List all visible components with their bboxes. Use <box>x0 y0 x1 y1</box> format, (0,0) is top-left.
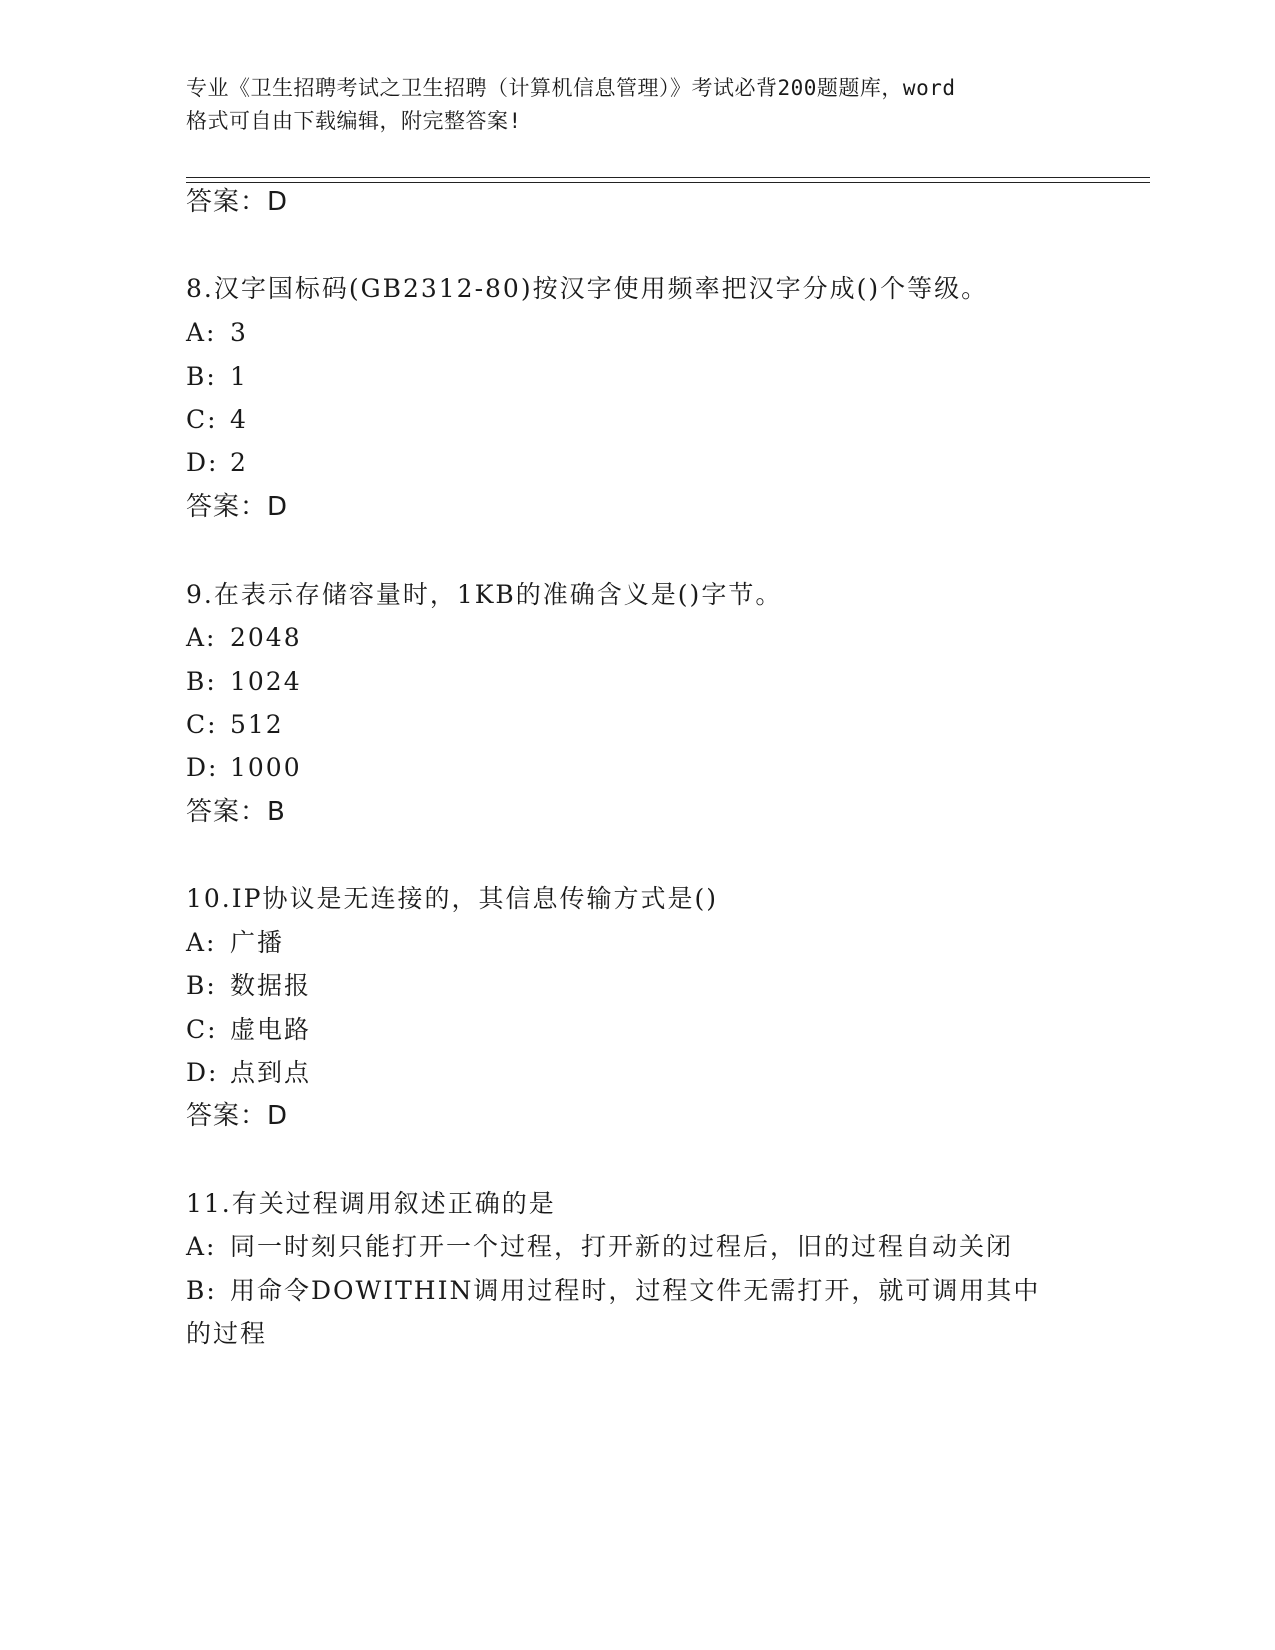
option-label: C: <box>186 405 218 434</box>
question-9-option-d <box>186 753 302 783</box>
question-9-option-b <box>186 667 302 697</box>
question-10-answer: 答案：D <box>186 1101 289 1131</box>
question-11-stem: 11.有关过程调用叙述正确的是 <box>186 1189 556 1218</box>
option-label: B: <box>186 1276 217 1305</box>
option-text: 1 <box>230 362 248 391</box>
option-text: 1024 <box>230 667 302 696</box>
question-11-option-a <box>186 1232 1013 1262</box>
question-8-option-c <box>186 405 248 435</box>
previous-answer: 答案：D <box>186 187 289 217</box>
question-10-option-d <box>186 1058 311 1088</box>
option-label: C: <box>186 710 218 739</box>
header-divider-bottom <box>186 182 1150 183</box>
option-label: D: <box>186 1058 219 1087</box>
option-label: C: <box>186 1015 218 1044</box>
header-divider-top <box>186 177 1150 178</box>
option-label: A: <box>186 318 217 347</box>
option-text: 512 <box>230 710 284 739</box>
option-text: 2 <box>230 448 248 477</box>
option-label: B: <box>186 667 217 696</box>
option-text: 广播 <box>230 928 285 957</box>
option-text: 1000 <box>230 753 302 782</box>
question-9-option-c <box>186 710 284 740</box>
question-10-option-c <box>186 1015 311 1045</box>
header-title-line-1: 专业《卫生招聘考试之卫生招聘（计算机信息管理）》考试必背200题题库，word <box>186 76 956 100</box>
option-text: 3 <box>230 318 248 347</box>
option-text: 用命令DOWITHIN调用过程时，过程文件无需打开，就可调用其中 <box>230 1276 1041 1305</box>
option-text: 虚电路 <box>230 1015 312 1044</box>
question-10-option-a <box>186 928 284 958</box>
option-text: 同一时刻只能打开一个过程，打开新的过程后，旧的过程自动关闭 <box>230 1232 1014 1261</box>
question-8-stem: 8.汉字国标码(GB2312-80)按汉字使用频率把汉字分成()个等级。 <box>186 274 989 303</box>
option-label: B: <box>186 362 217 391</box>
option-label: B: <box>186 971 217 1000</box>
question-10-option-b <box>186 971 311 1001</box>
question-9-option-a <box>186 623 302 653</box>
question-10-stem: 10.IP协议是无连接的，其信息传输方式是() <box>186 884 718 913</box>
question-9-stem: 9.在表示存储容量时，1KB的准确含义是()字节。 <box>186 580 783 609</box>
option-label: A: <box>186 623 217 652</box>
option-text: 2048 <box>230 623 302 652</box>
option-text: 4 <box>230 405 248 434</box>
question-11-option-b <box>186 1276 1040 1306</box>
option-text: 点到点 <box>230 1058 312 1087</box>
question-8-answer: 答案：D <box>186 492 289 522</box>
question-8-option-a <box>186 318 248 348</box>
question-9-answer: 答案：B <box>186 797 286 827</box>
question-8-option-d <box>186 448 248 478</box>
question-8-option-b <box>186 362 248 392</box>
option-label: D: <box>186 448 219 477</box>
document-header <box>186 72 1086 138</box>
option-text: 数据报 <box>230 971 312 1000</box>
option-label: A: <box>186 1232 217 1261</box>
header-title-line-2: 格式可自由下载编辑，附完整答案! <box>186 109 522 133</box>
question-11-option-b-continuation: 的过程 <box>186 1319 268 1348</box>
option-label: D: <box>186 753 219 782</box>
option-label: A: <box>186 928 217 957</box>
